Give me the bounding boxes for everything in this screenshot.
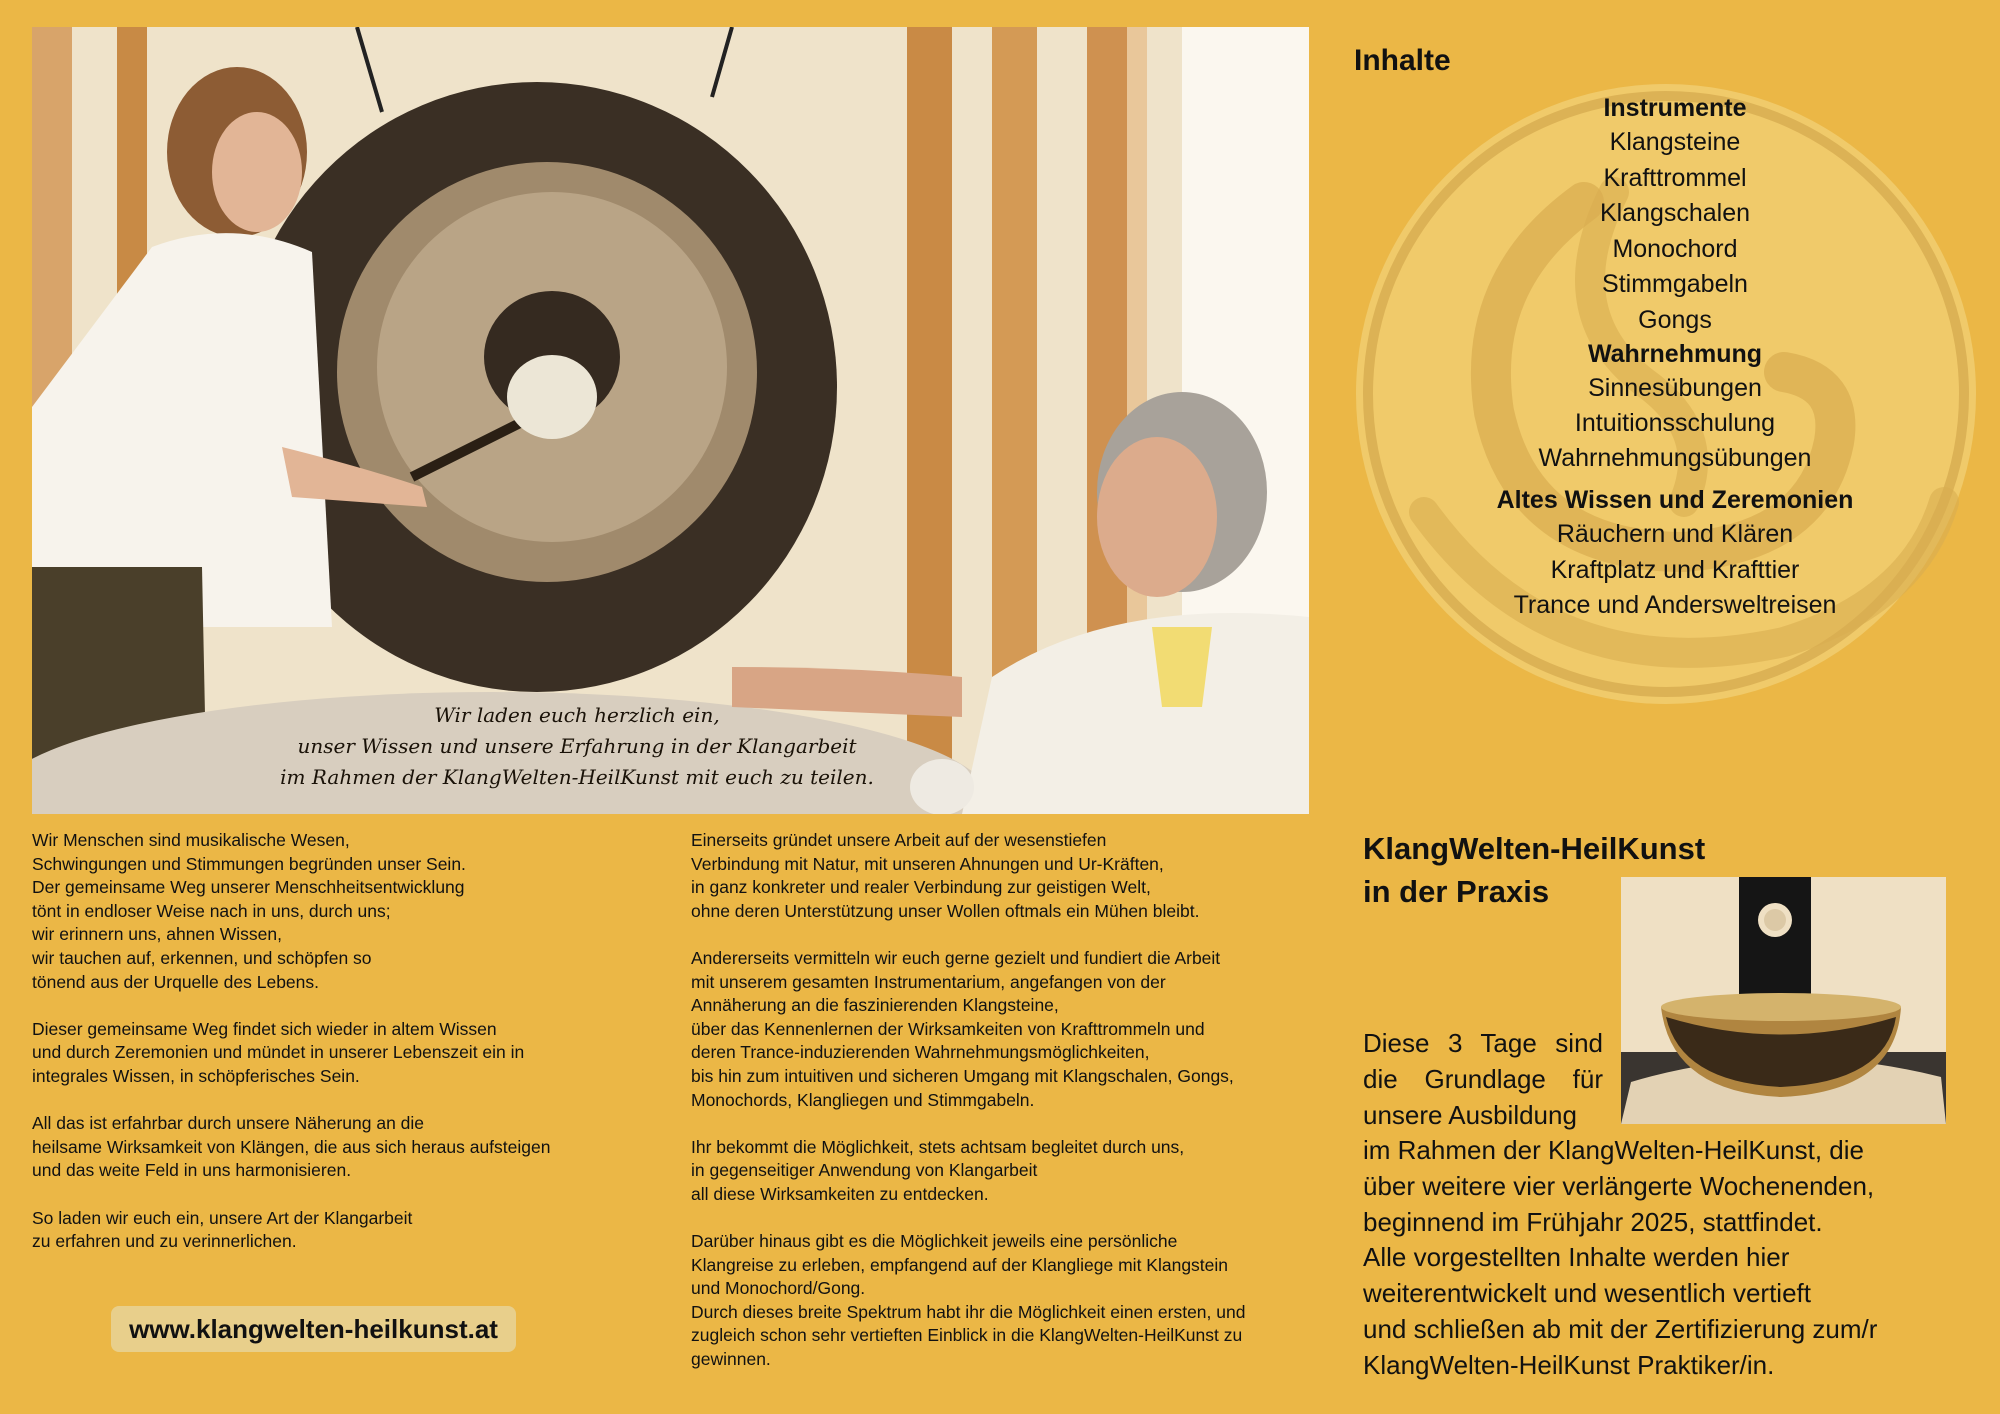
contents-item: Räuchern und Klären bbox=[1556, 520, 1794, 548]
contents-item: Gongs bbox=[1638, 305, 1712, 334]
singing-bowl-photo bbox=[1621, 877, 1946, 1124]
photo-caption-line-3: im Rahmen der KlangWelten-HeilKunst mit euch zu teilen. bbox=[280, 765, 874, 789]
contents-item: Krafttrommel bbox=[1603, 163, 1747, 192]
intro-paragraph-3: All das ist erfahrbar durch unsere Näherung an die heilsame Wirksamkeit von Klängen, die aus sich heraus aufsteigen und das weite Feld in uns harmonisieren. bbox=[32, 1113, 551, 1181]
work-paragraph-4: Darüber hinaus gibt es die Möglichkeit jeweils eine persönliche Klangreise zu erleben, empfangend auf der Klangliege mit Klangstein und Monochord/Gong. Durch dieses breite Spektrum habt ihr die Möglichkeit einen ersten, und zugleich schon sehr vertieften Einblick in die KlangWelten-HeilKunst zu gewinnen. bbox=[691, 1231, 1246, 1370]
contents-item: Stimmgabeln bbox=[1602, 270, 1748, 298]
work-paragraph-2: Andererseits vermitteln wir euch gerne gezielt und fundiert die Arbeit mit unserem gesamten Instrumentarium, angefangen von der Annäherung an die faszinierenden Klangsteine, über das Kennenlernen der Wirksamkeiten von Krafttrommeln und deren Trance-induzierenden Wahrnehmungsmöglichkeiten, bis hin zum intuitiven und sicheren Umgang mit Klangschalen, Gongs, Monochords, Klangliegen und Stimmgabeln. bbox=[691, 947, 1234, 1110]
website-link[interactable]: www.klangwelten-heilkunst.at bbox=[111, 1306, 516, 1352]
contents-item: Klangschalen bbox=[1599, 199, 1751, 227]
photo-caption-line-2: unser Wissen und unsere Erfahrung in der Klangarbeit bbox=[297, 734, 857, 758]
work-paragraph-1: Einerseits gründet unsere Arbeit auf der wesenstiefen Verbindung mit Natur, mit unseren Ahnungen und Ur-Kräften, in ganz konkreter und realer Verbindung zur geistigen Welt, ohne deren Unterstützung unser Wollen oftmals ein Mühen bleibt. bbox=[691, 830, 1200, 921]
section-heading-wahrnehmung: Wahrnehmung bbox=[1587, 340, 1763, 368]
practice-title: KlangWelten-HeilKunst in der Praxis bbox=[1363, 831, 1706, 909]
work-description-column bbox=[691, 829, 1321, 1395]
intro-paragraph-4: So laden wir euch ein, unsere Art der Klangarbeit zu erfahren und zu verinnerlichen. bbox=[32, 1207, 413, 1252]
gong-photo-illustration bbox=[32, 27, 1309, 814]
gong-photo bbox=[32, 27, 1309, 814]
section-heading-altes-wissen: Altes Wissen und Zeremonien bbox=[1496, 486, 1854, 514]
practice-body-text: im Rahmen der KlangWelten-HeilKunst, die über weitere vier verlängerte Wochenenden, beginnend im Frühjahr 2025, stattfindet. Alle vorgestellten Inhalte werden hier weiterentwickelt und wesentlich vertieft und schließen ab mit der Zertifizierung zum/r KlangWelten-HeilKunst Praktiker/in. bbox=[1363, 1135, 1878, 1380]
section-heading-instrumente: Instrumente bbox=[1603, 94, 1747, 122]
intro-paragraph-1: Wir Menschen sind musikalische Wesen, Schwingungen und Stimmungen begründen unser Sein. Der gemeinsame Weg unserer Menschheitsentwicklung tönt in endloser Weise nach in uns, durch uns; wir erinnern uns, ahnen Wissen, wir tauchen auf, erkennen, und schöpfen so tönend aus der Urquelle des Lebens. bbox=[32, 830, 466, 992]
intro-text-column bbox=[32, 829, 652, 1277]
contents-item: Klangsteine bbox=[1609, 128, 1741, 156]
work-paragraph-3: Ihr bekommt die Möglichkeit, stets achtsam begleitet durch uns, in gegenseitiger Anwendung von Klangarbeit all diese Wirksamkeiten zu entdecken. bbox=[691, 1136, 1185, 1204]
practice-intro-text: Diese 3 Tage sind die Grundlage für unsere Ausbildung bbox=[1363, 1028, 1603, 1130]
contents-item: Kraftplatz und Krafttier bbox=[1550, 555, 1800, 584]
contents-item: Wahrnehmungsübungen bbox=[1538, 444, 1812, 472]
photo-caption-line-1: Wir laden euch herzlich ein, bbox=[434, 703, 720, 727]
contents-item: Monochord bbox=[1612, 234, 1738, 263]
intro-paragraph-2: Dieser gemeinsame Weg findet sich wieder in altem Wissen und durch Zeremonien und mündet in unserer Lebenszeit ein in integrales Wissen, in schöpferisches Sein. bbox=[32, 1018, 525, 1086]
contents-item: Trance und Andersweltreisen bbox=[1513, 591, 1837, 619]
contents-list bbox=[1354, 92, 1996, 624]
contents-title: Inhalte bbox=[1354, 44, 1451, 77]
contents-item: Sinnesübungen bbox=[1588, 374, 1762, 402]
contents-item: Intuitionsschulung bbox=[1574, 409, 1776, 437]
